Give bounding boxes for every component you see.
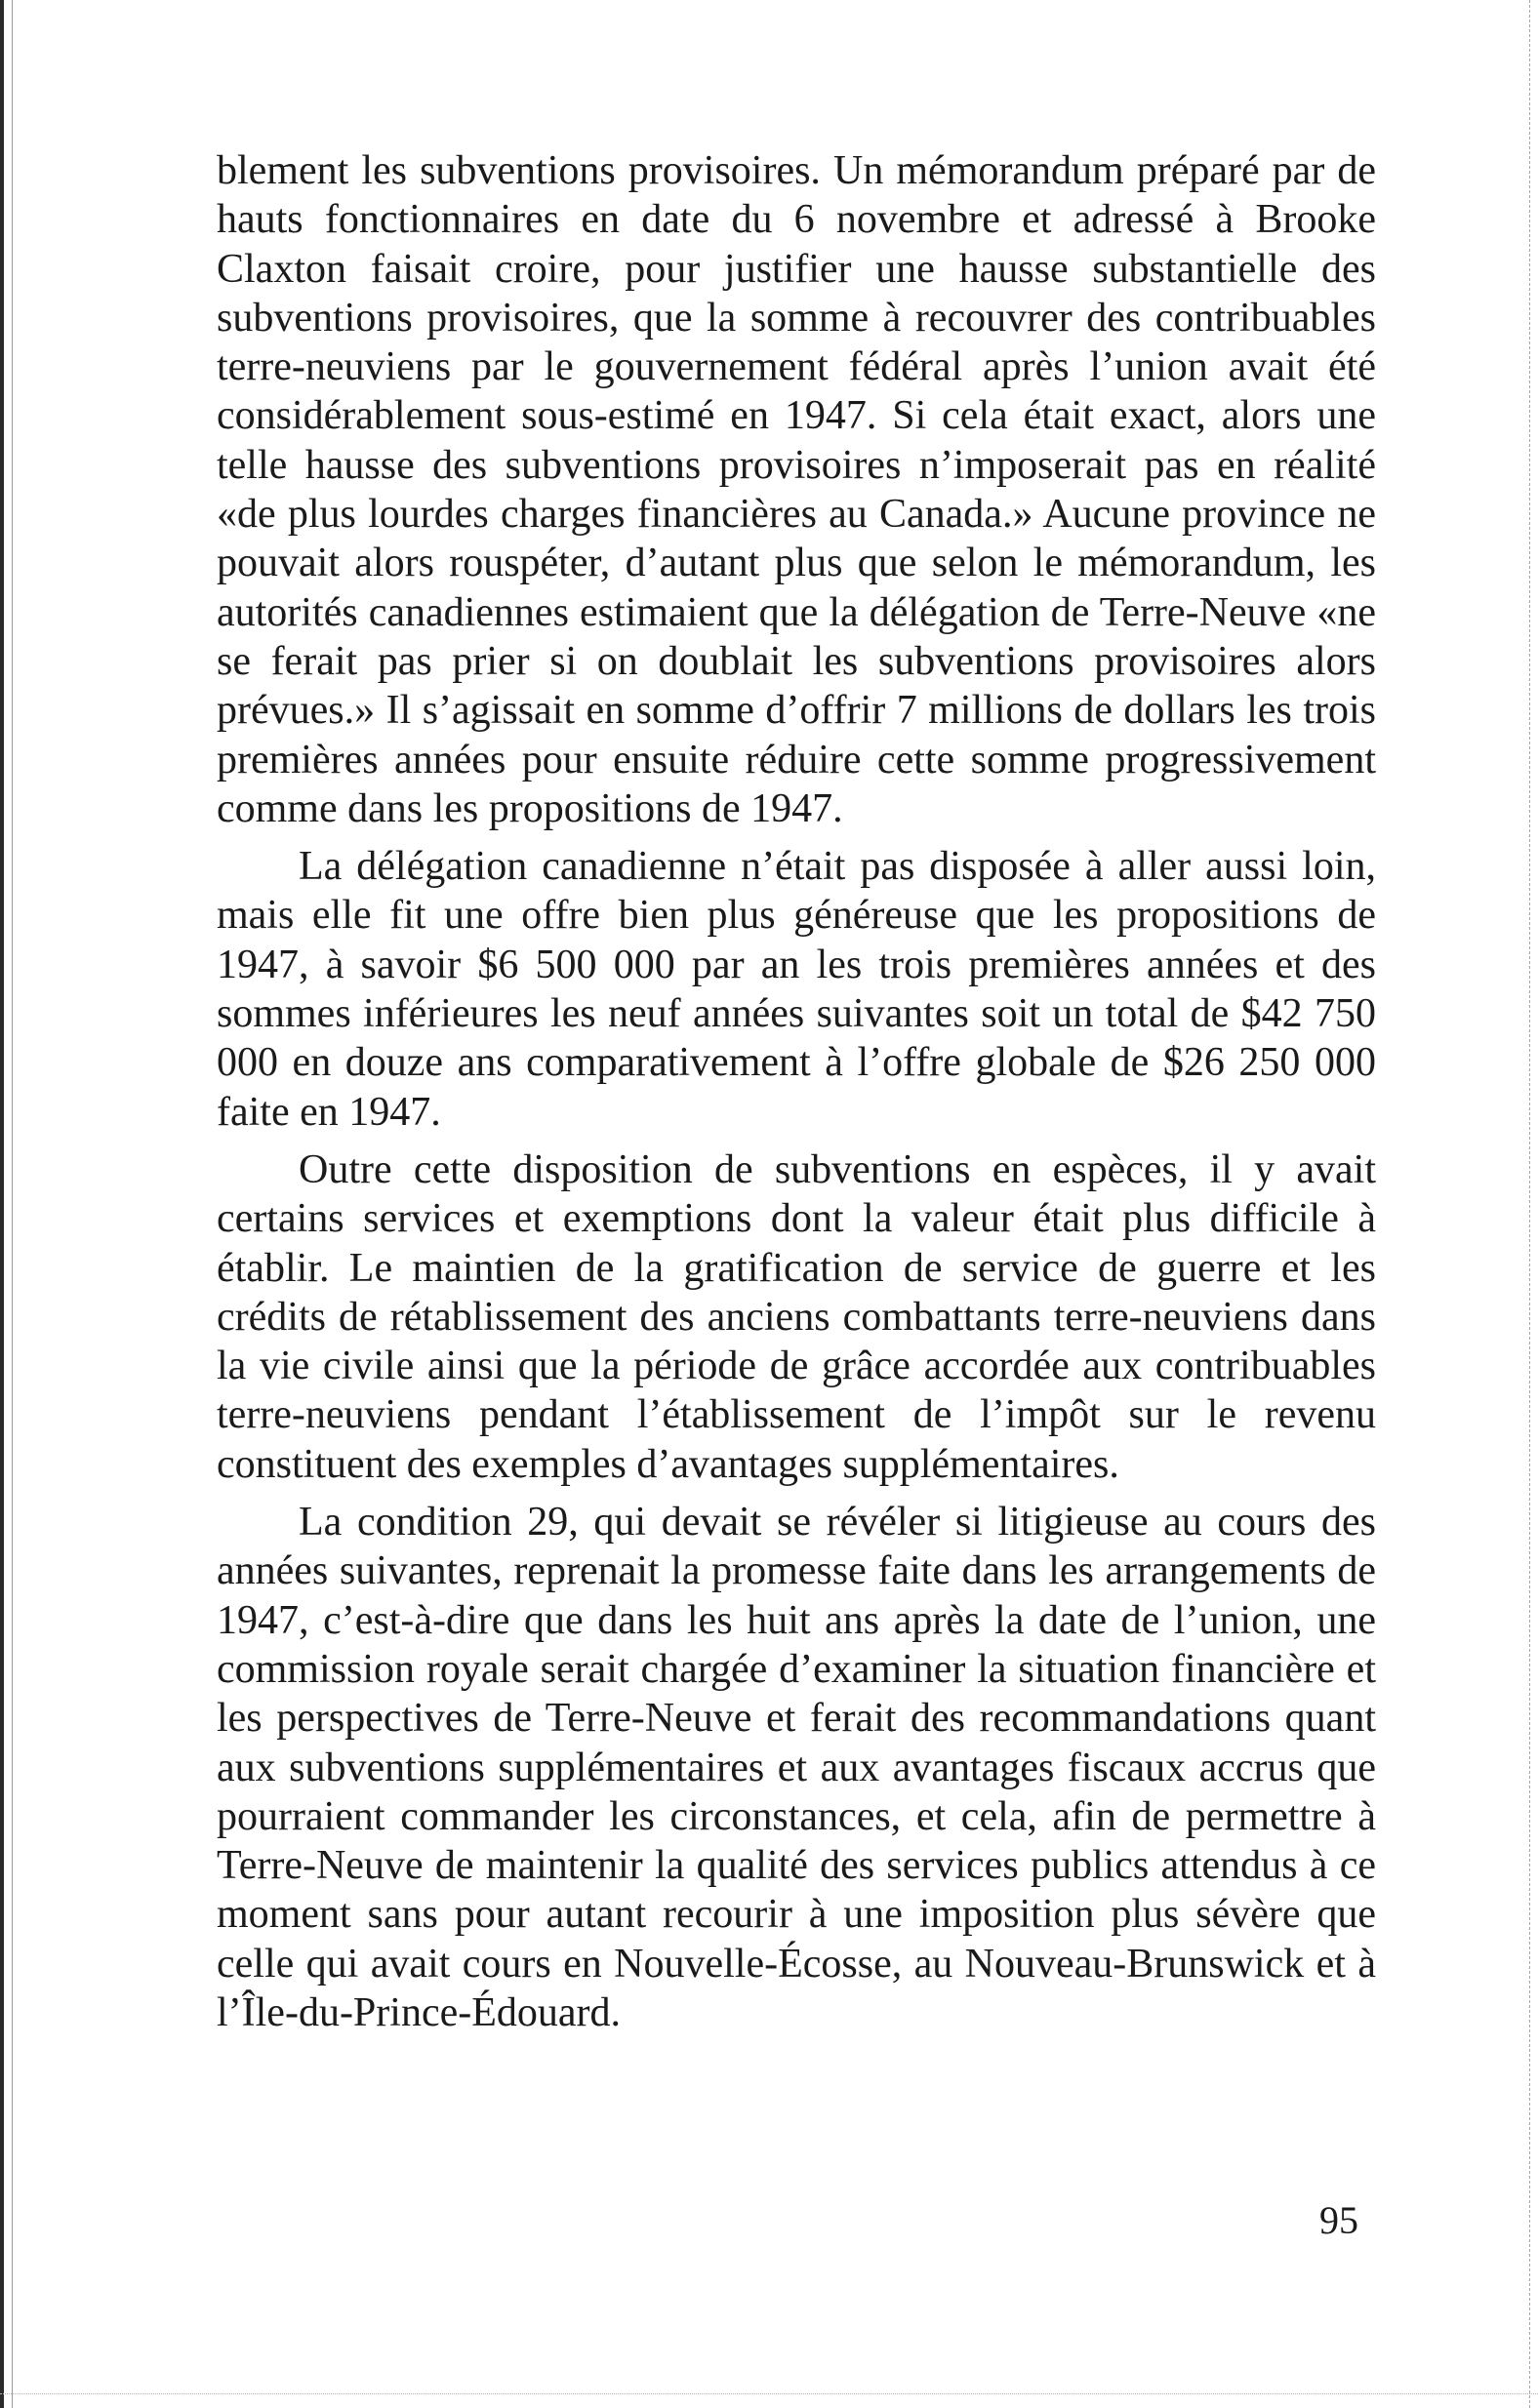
paragraph: La condition 29, qui devait se révéler si litigieuse au cours des années suivantes, reprenait la promesse faite dans les arrangements de 1947, c’est-à-dire que dans les huit ans après la date de l’union, une commission royale serait chargée d’examiner la situation financière et les perspectives de Terre-Neuve et ferait des recommandations quant aux subventions supplémentaires et aux avantages fiscaux accrus que pourraient commander les circonstances, et cela, afin de permettre à Terre-Neuve de maintenir la qualité des services publics attendus à ce moment sans pour autant recourir à une imposition plus sévère que celle qui avait cours en Nouvelle-Écosse, au Nouveau-Brunswick et à l’Île-du-Prince-Édouard. — [217, 1500, 1376, 2035]
paragraph-continued: blement les subventions provisoires. Un mémorandum préparé par de hauts fonctionnaires en date du 6 novembre et adressé à Brooke Claxton faisait croire, pour justifier une hausse substantielle des subventions provisoires, que la somme à recouvrer des contribuables terre-neuviens par le gouvernement fédéral après l’union avait été considérablement sous-estimé en 1947. Si cela était exact, alors une telle hausse des subventions provisoires n’imposerait pas en réalité «de plus lourdes charges financières au Canada.» Aucune province ne pouvait alors rouspéter, d’autant plus que selon le mémorandum, les autorités canadiennes estimaient que la délégation de Terre-Neuve «ne se ferait pas prier si on doublait les subventions provisoires alors prévues.» Il s’agissait en somme d’offrir 7 millions de dollars les trois premières années pour ensuite réduire cette somme progressivement comme dans les propositions de 1947. — [217, 148, 1376, 831]
page-bottom-edge — [0, 2392, 1538, 2394]
paragraph: La délégation canadienne n’était pas disposée à aller aussi loin, mais elle fit une offre bien plus généreuse que les propositions de 1947, à savoir $6 500 000 par an les trois premières années et des sommes inférieures les neuf années suivantes soit un total de $42 750 000 en douze ans comparativement à l’offre globale de $26 250 000 faite en 1947. — [217, 844, 1376, 1135]
paragraph: Outre cette disposition de subventions en espèces, il y avait certains services et exemptions dont la valeur était plus difficile à établir. Le maintien de la gratification de service de guerre et les crédits de rétablissement des anciens combattants terre-neuviens dans la vie civile ainsi que la période de grâce accordée aux contribuables terre-neuviens pendant l’établissement de l’impôt sur le revenu constituent des exemples d’avantages supplémentaires. — [217, 1146, 1376, 1487]
page-binding-edge — [0, 0, 4, 2408]
page-binding-shadow — [12, 0, 13, 2408]
page-number: 95 — [1319, 2198, 1358, 2242]
body-text — [217, 146, 1376, 2037]
page-right-edge — [1528, 0, 1530, 2408]
